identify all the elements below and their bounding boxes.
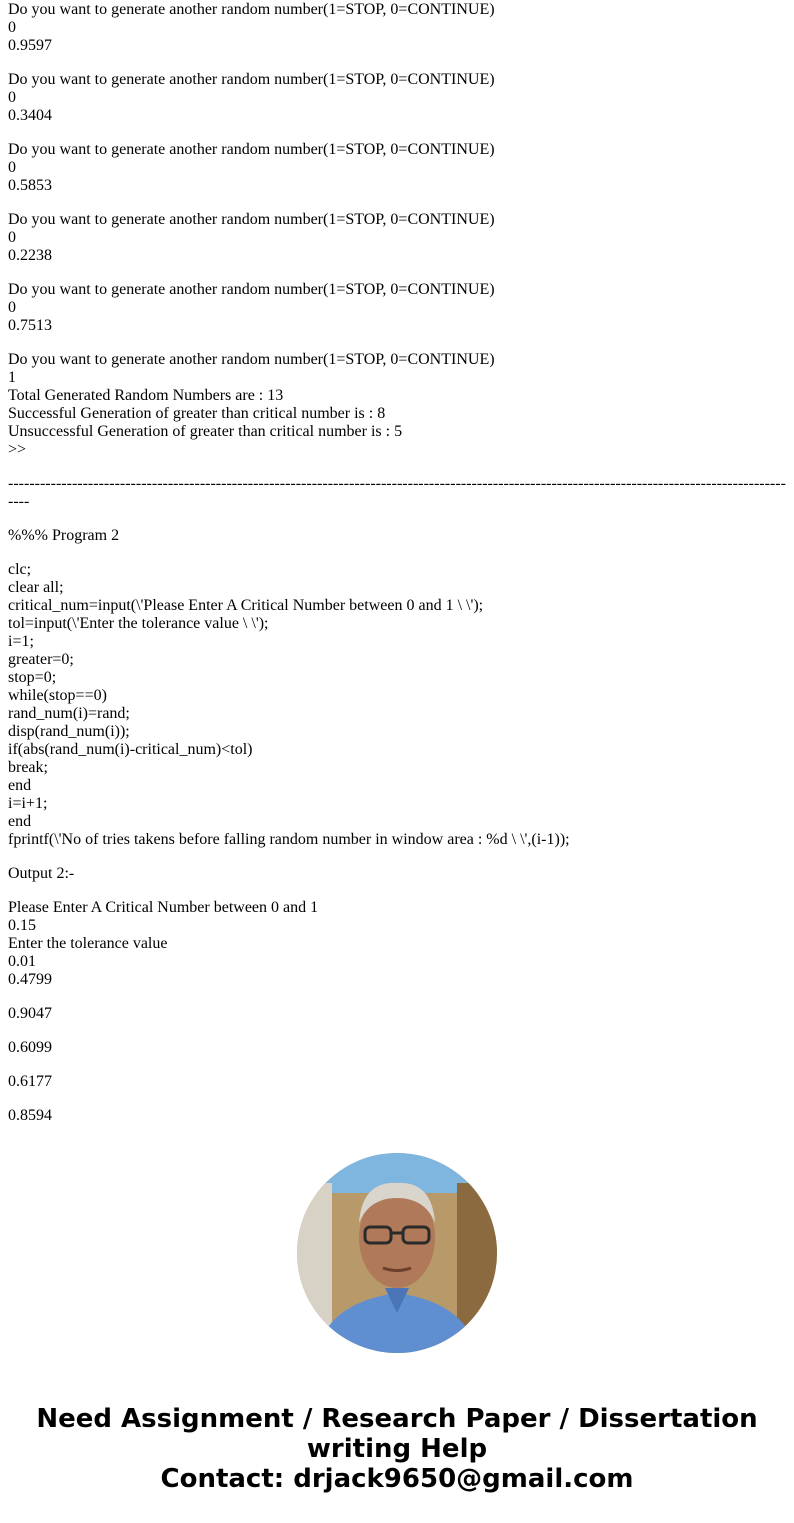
prompt-line: Do you want to generate another random number(1=STOP, 0=CONTINUE) (8, 211, 495, 228)
value-line: 0.9597 (8, 37, 52, 54)
code-line: break; (8, 759, 48, 776)
footer-line: Need Assignment / Research Paper / Dissertation (36, 1404, 758, 1434)
output-block (8, 281, 786, 335)
output2-value: 0.6177 (8, 1073, 52, 1090)
output-line: Please Enter A Critical Number between 0 and 1 (8, 899, 319, 916)
code-line: rand_num(i)=rand; (8, 705, 130, 722)
program2-code (8, 561, 786, 849)
separator: ------------------------------------------------------------------------------------------------------------------------------------------------------ (8, 475, 786, 510)
value-line: 0.2238 (8, 247, 52, 264)
output-block (8, 1, 786, 55)
output-block (8, 141, 786, 195)
output2-value: 0.6099 (8, 1039, 52, 1056)
output2-value: 0.8594 (8, 1107, 52, 1124)
answer-line: 0 (8, 229, 16, 246)
final-output-block (8, 351, 786, 459)
author-photo (297, 1153, 497, 1353)
prompt-line: Do you want to generate another random number(1=STOP, 0=CONTINUE) (8, 1, 495, 18)
value-line: 0.7513 (8, 317, 52, 334)
code-line: fprintf(\'No of tries takens before falling random number in window area : %d \ \',(i-1)); (8, 831, 570, 848)
answer-line: 0 (8, 89, 16, 106)
value-line: 0.5853 (8, 177, 52, 194)
prompt-line: Do you want to generate another random number(1=STOP, 0=CONTINUE) (8, 281, 495, 298)
code-line: disp(rand_num(i)); (8, 723, 130, 740)
code-line: i=1; (8, 633, 34, 650)
code-line: clear all; (8, 579, 64, 596)
answer-line: 0 (8, 299, 16, 316)
footer-line: writing Help (306, 1434, 488, 1464)
code-line: end (8, 777, 32, 794)
code-line: i=i+1; (8, 795, 48, 812)
program2-title: %%% Program 2 (8, 527, 120, 544)
output-block (8, 71, 786, 125)
code-line: clc; (8, 561, 32, 578)
prompt-line: Do you want to generate another random number(1=STOP, 0=CONTINUE) (8, 351, 495, 368)
code-line: stop=0; (8, 669, 57, 686)
code-line: tol=input(\'Enter the tolerance value \ \'); (8, 615, 269, 632)
output-block (8, 211, 786, 265)
value-line: 0.3404 (8, 107, 52, 124)
output-line: 0.01 (8, 953, 36, 970)
footer-contact: Contact: drjack9650@gmail.com (160, 1464, 634, 1494)
answer-line: 0 (8, 19, 16, 36)
code-line: if(abs(rand_num(i)-critical_num)<tol) (8, 741, 253, 758)
answer-line: 1 (8, 369, 16, 386)
code-line: while(stop==0) (8, 687, 107, 704)
unsuccess-line: Unsuccessful Generation of greater than critical number is : 5 (8, 423, 403, 440)
total-line: Total Generated Random Numbers are : 13 (8, 387, 284, 404)
output2-value: 0.9047 (8, 1005, 52, 1022)
code-line: greater=0; (8, 651, 74, 668)
output2-title: Output 2:- (8, 865, 75, 882)
output-line: 0.4799 (8, 971, 52, 988)
code-line: end (8, 813, 32, 830)
output-line: Enter the tolerance value (8, 935, 168, 952)
footer-banner (0, 1404, 794, 1494)
prompt-line: Do you want to generate another random number(1=STOP, 0=CONTINUE) (8, 141, 495, 158)
output2-block (8, 899, 786, 989)
prompt-line: Do you want to generate another random number(1=STOP, 0=CONTINUE) (8, 71, 495, 88)
success-line: Successful Generation of greater than critical number is : 8 (8, 405, 386, 422)
output-line: 0.15 (8, 917, 36, 934)
prompt-symbol: >> (8, 441, 27, 458)
answer-line: 0 (8, 159, 16, 176)
code-line: critical_num=input(\'Please Enter A Critical Number between 0 and 1 \ \'); (8, 597, 484, 614)
